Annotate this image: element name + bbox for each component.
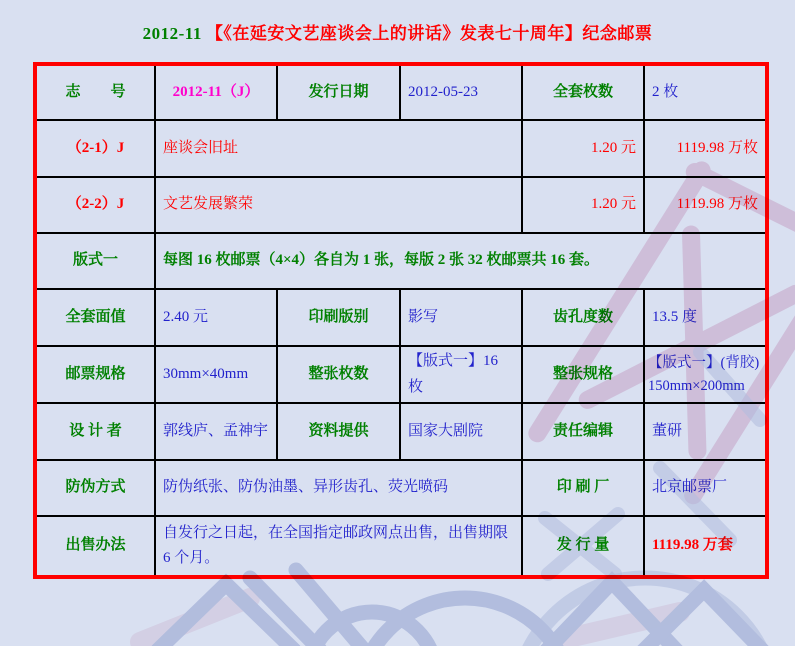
sheet-size-label: 整张规格 bbox=[522, 346, 644, 403]
stamp-1-code: （2-1）J bbox=[35, 120, 155, 177]
stamp-size-value: 30mm×40mm bbox=[155, 346, 277, 403]
editor-value: 董研 bbox=[644, 403, 767, 460]
stamp-1-name: 座谈会旧址 bbox=[155, 120, 522, 177]
stamp-info-table bbox=[33, 62, 769, 579]
table-row bbox=[35, 233, 767, 289]
set-count-value: 2 枚 bbox=[644, 64, 767, 120]
stamp-2-denomination: 1.20 元 bbox=[522, 177, 644, 233]
catalog-number-value: 2012-11（J） bbox=[155, 64, 277, 120]
stamp-2-quantity: 1119.98 万枚 bbox=[644, 177, 767, 233]
issue-date-label: 发行日期 bbox=[277, 64, 400, 120]
sheet-count-label: 整张枚数 bbox=[277, 346, 400, 403]
stamp-1-quantity: 1119.98 万枚 bbox=[644, 120, 767, 177]
anti-counterfeit-label: 防伪方式 bbox=[35, 460, 155, 516]
printer-label: 印 刷 厂 bbox=[522, 460, 644, 516]
sale-method-value: 自发行之日起，在全国指定邮政网点出售，出售期限 6 个月。 bbox=[155, 516, 522, 577]
perforation-value: 13.5 度 bbox=[644, 289, 767, 346]
title-stamp-code: 2012-11 bbox=[142, 24, 202, 43]
page-title bbox=[0, 19, 795, 44]
perforation-label: 齿孔度数 bbox=[522, 289, 644, 346]
sheet-count-value: 【版式一】16 枚 bbox=[400, 346, 522, 403]
table-row bbox=[35, 120, 767, 177]
table-row bbox=[35, 403, 767, 460]
table-row bbox=[35, 460, 767, 516]
anti-counterfeit-value: 防伪纸张、防伪油墨、异形齿孔、荧光喷码 bbox=[155, 460, 522, 516]
table-row bbox=[35, 516, 767, 577]
catalog-number-label: 志 号 bbox=[35, 64, 155, 120]
stamp-2-name: 文艺发展繁荣 bbox=[155, 177, 522, 233]
sheet-format-label: 版式一 bbox=[35, 233, 155, 289]
sheet-format-value: 每图 16 枚邮票（4×4）各自为 1 张，每版 2 张 32 枚邮票共 16 套。 bbox=[155, 233, 767, 289]
table-row bbox=[35, 177, 767, 233]
sheet-size-line1: 【版式一】(背胶) bbox=[648, 355, 760, 372]
printing-type-value: 影写 bbox=[400, 289, 522, 346]
issue-date-value: 2012-05-23 bbox=[400, 64, 522, 120]
material-provider-value: 国家大剧院 bbox=[400, 403, 522, 460]
set-face-value-label: 全套面值 bbox=[35, 289, 155, 346]
set-face-value-value: 2.40 元 bbox=[155, 289, 277, 346]
title-stamp-name: 【《在延安文艺座谈会上的讲话》发表七十周年】纪念邮票 bbox=[205, 24, 653, 43]
stamp-1-denomination: 1.20 元 bbox=[522, 120, 644, 177]
sheet-size-line2: 150mm×200mm bbox=[648, 377, 745, 394]
printer-value: 北京邮票厂 bbox=[644, 460, 767, 516]
designer-label: 设 计 者 bbox=[35, 403, 155, 460]
table-row bbox=[35, 346, 767, 403]
sale-method-label: 出售办法 bbox=[35, 516, 155, 577]
set-count-label: 全套枚数 bbox=[522, 64, 644, 120]
editor-label: 责任编辑 bbox=[522, 403, 644, 460]
table-row bbox=[35, 64, 767, 120]
designer-value: 郭线庐、孟神宇 bbox=[155, 403, 277, 460]
stamp-size-label: 邮票规格 bbox=[35, 346, 155, 403]
circulation-label: 发 行 量 bbox=[522, 516, 644, 577]
table-row bbox=[35, 289, 767, 346]
stamp-2-code: （2-2）J bbox=[35, 177, 155, 233]
sheet-size-value bbox=[644, 346, 767, 403]
material-provider-label: 资料提供 bbox=[277, 403, 400, 460]
printing-type-label: 印刷版别 bbox=[277, 289, 400, 346]
circulation-value: 1119.98 万套 bbox=[644, 516, 767, 577]
